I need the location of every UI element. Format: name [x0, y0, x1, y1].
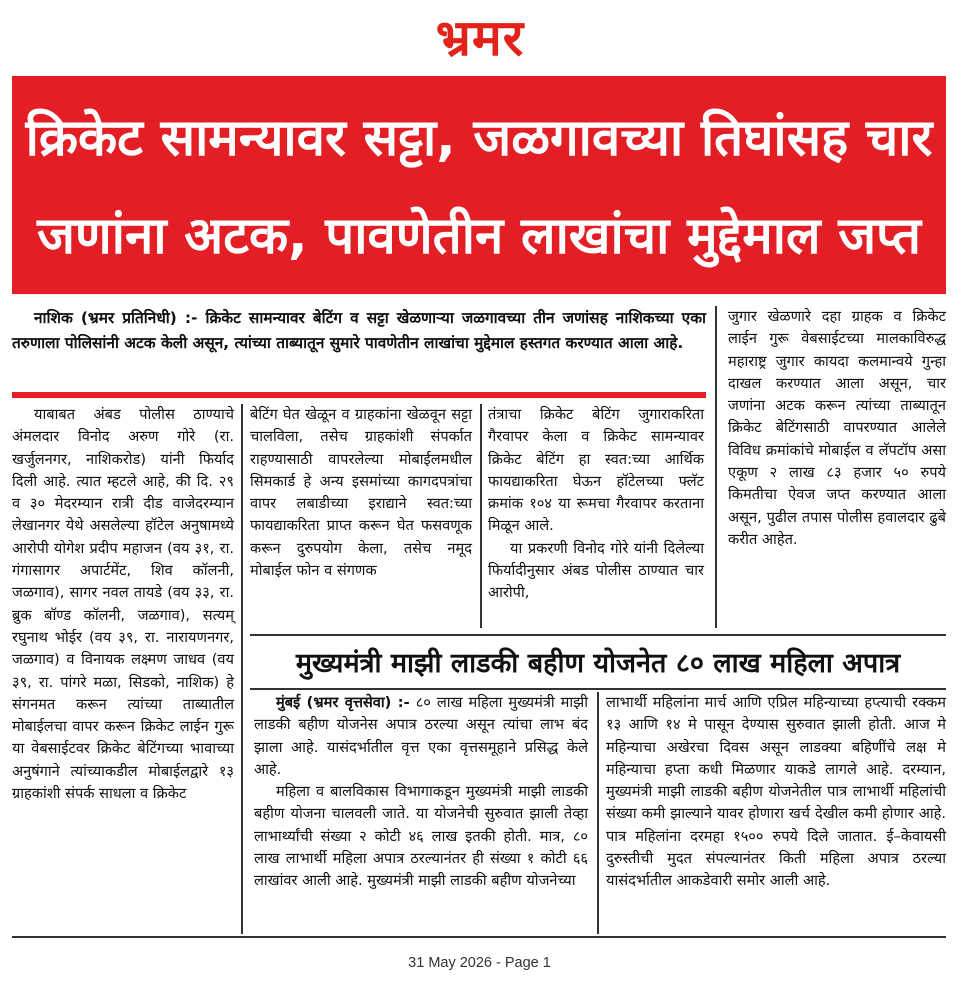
main-headline-band: [12, 76, 946, 294]
section-divider: [250, 688, 946, 690]
main-lead-text: क्रिकेट सामन्यावर बेटिंग व सट्टा खेळणाऱ्या जळगावच्या तीन जणांसह नाशिकच्या एका तरुणाला पोलिसांनी अटक केली असून, त्यांच्या ताब्यातून सुमारे पावणेतीन लाखांचा मुद्देमाल हस्तगत करण्यात आला आहे.: [12, 309, 706, 352]
red-divider: [12, 392, 706, 398]
second-dateline: मुंबई (भ्रमर वृत्तसेवा) :-: [276, 694, 410, 711]
second-col1-p2: महिला व बालविकास विभागाकडून मुख्यमंत्री माझी लाडकी बहीण योजना चालवली जाते. या योजनेची सुरुवात झाली तेव्हा लाभार्थ्यांची संख्या २ कोटी ४६ लाख इतकी होती. मात्र, ८० लाख लाभार्थी महिला अपात्र ठरल्यानंतर ही संख्या १ कोटी ६६ लाखांवर आली आहे. मुख्यमंत्री माझी लाडकी बहीण योजनेच्या: [254, 783, 588, 890]
main-col4-text: जुगार खेळणारे दहा ग्राहक व क्रिकेट लाईन गुरू वेबसाईटच्या मालकाविरुद्ध महाराष्ट्र जुगार कायदा कलमान्वये गुन्हा दाखल करण्यात आला असून, चार जणांना अटक करून त्यांच्या ताब्यातून क्रिकेट बेटिंगसाठी वापरण्यात आलेले विविध क्रमांकांचे मोबाईल व लॅपटॉप असा एकूण २ लाख ८३ हजार ५० रुपये किमतीचा ऐवज जप्त करण्यात आला असून, पुढील तपास पोलीस हवालदार ढुबे करीत आहेत.: [728, 308, 946, 548]
page-footer: 31 May 2026 - Page 1: [408, 955, 551, 971]
second-column-1: [254, 692, 588, 893]
main-col1-text: याबाबत अंबड पोलीस ठाण्याचे अंमलदार विनोद अरुण गोरे (रा. खर्जुलनगर, नाशिकरोड) यांनी फिर्याद दिली आहे. त्यात म्हटले आहे, की दि. २९ व ३० मेदरम्यान रात्री दीड वाजेदरम्यान लेखानगर येथे असलेल्या हॉटेल अनुषामध्ये आरोपी योगेश प्रदीप महाजन (वय ३१, रा. गंगासागर अपार्टमेंट, शिव कॉलनी, जळगाव), सागर नवल तायडे (वय ३३, रा. ब्रुक बॉण्ड कॉलनी, जळगाव), सत्यम् रघुनाथ भोईर (वय ३९, रा. नारायणनगर, जळगाव) व विनायक लक्ष्मण जाधव (वय ३९, रा. पांगरे मळा, सिडको, नाशिक) हे संगनमत करून त्यांच्या ताब्यातील मोबाईलचा वापर करून क्रिकेट लाईन गुरू या वेबसाईटवर क्रिकेट बेटिंगच्या भावाच्या अनुषंगाने त्यांच्याकडील मोबाईलद्वारे १३ ग्राहकांशी संपर्क साधला व क्रिकेट: [12, 406, 234, 803]
column-divider: [715, 306, 717, 628]
bottom-rule: [12, 936, 946, 938]
second-column-2: [606, 692, 946, 893]
main-column-3: [488, 404, 704, 605]
main-dateline: नाशिक (भ्रमर प्रतिनिधी) :-: [34, 309, 198, 327]
main-column-4: [728, 306, 946, 551]
section-divider: [250, 634, 946, 636]
newspaper-masthead-logo: भ्रमर: [435, 9, 525, 67]
second-col1-p1: [254, 692, 588, 781]
column-divider: [241, 404, 243, 934]
main-column-2: [250, 404, 472, 582]
main-headline: क्रिकेट सामन्यावर सट्टा, जळगावच्या तिघांसह चार जणांना अटक, पावणेतीन लाखांचा मुद्देमाल जप्त: [25, 109, 933, 266]
main-col3-p2: या प्रकरणी विनोद गोरे यांनी दिलेल्या फिर्यादीनुसार अंबड पोलीस ठाण्यात चार आरोपी,: [488, 539, 704, 602]
main-col2-text: बेटिंग घेत खेळून व ग्राहकांना खेळवून सट्टा चालविला, तसेच ग्राहकांशी संपर्कात राहण्यासाठी वापरलेल्या मोबाईलमधील सिमकार्ड हे अन्य इसमांच्या कागदपत्रांचा वापर लबाडीच्या इराद्याने स्वत:च्या फायद्याकरिता प्राप्त करून घेत फसवणूक करून दुरुपयोग केला, तसेच नमूद मोबाईल फोन व संगणक: [250, 406, 472, 580]
main-col3-p1: तंत्राचा क्रिकेट बेटिंग जुगाराकरिता गैरवापर केला व क्रिकेट सामन्यावर क्रिकेट बेटिंग हा स्वत:च्या आर्थिक फायद्याकरिता घेऊन हॉटेलच्या फ्लॅट क्रमांक १०४ या रूमचा गैरवापर करताना मिळून आले.: [488, 406, 704, 535]
second-headline: मुख्यमंत्री माझी लाडकी बहीण योजनेत ८० लाख महिला अपात्र: [295, 648, 901, 679]
column-divider: [480, 404, 482, 628]
main-lead-paragraph: [12, 306, 706, 355]
main-column-1: [12, 404, 234, 805]
second-col1-p1-text: ८० लाख महिला मुख्यमंत्री माझी लाडकी बहीण योजनेस अपात्र ठरल्या असून त्यांचा लाभ बंद झाला आहे. यासंदर्भातील वृत्त एका वृत्तसमूहाने प्रसिद्ध केले आहे.: [254, 694, 588, 778]
column-divider: [597, 692, 599, 934]
second-col2-text: लाभार्थी महिलांना मार्च आणि एप्रिल महिन्याच्या हप्त्याची रक्कम १३ आणि १४ मे पासून देण्यास सुरुवात झाली होती. आज मे महिन्याचा अखेरचा दिवस असून लाडक्या बहिणींचे लक्ष मे महिन्याचा हप्ता कधी मिळणार याकडे लागले आहे. दरम्यान, मुख्यमंत्री माझी लाडकी बहीण योजनेतील पात्र लाभार्थी महिलांची संख्या कमी झाल्याने यावर होणारा खर्च देखील कमी होणार आहे. पात्र महिलांना दरमहा १५०० रुपये दिले जातात. ई–केवायसी दुरुस्तीची मुदत संपल्यानंतर किती महिला अपात्र ठरल्या यासंदर्भातील आकडेवारी समोर आली आहे.: [606, 694, 946, 890]
